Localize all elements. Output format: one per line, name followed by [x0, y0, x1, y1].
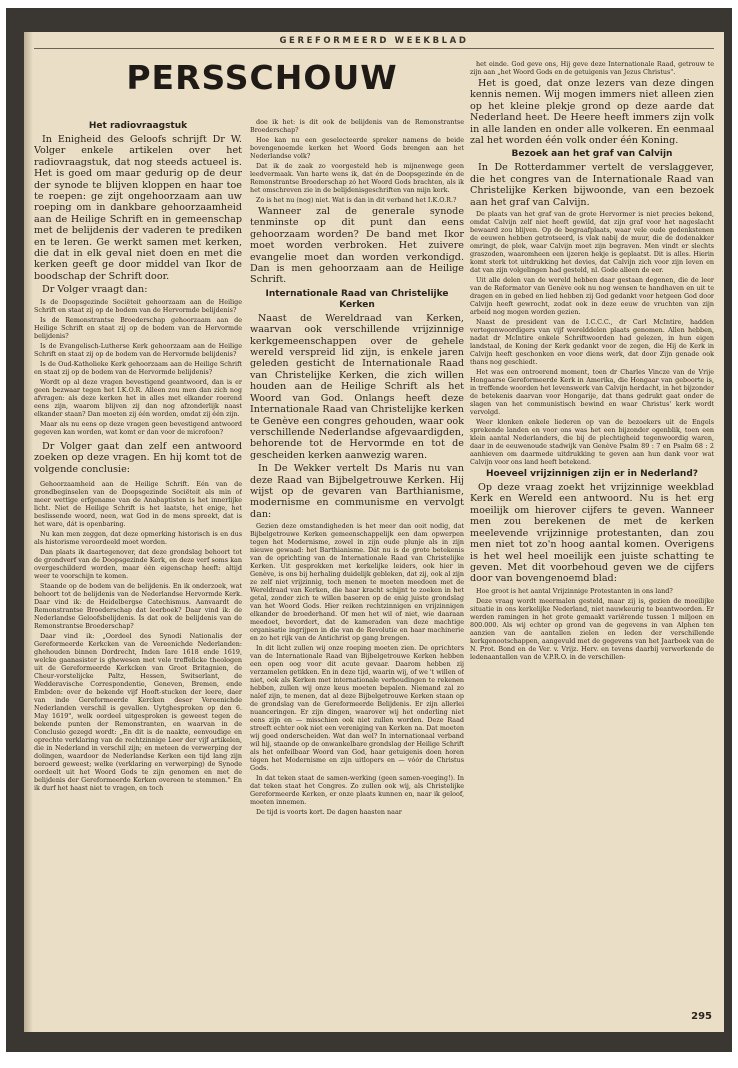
quote-paragraph: De tijd is voorts kort. De dagen haasten naar — [256, 808, 402, 817]
quote-paragraph: Hoe kan nu een geselecteerde spreker namens de beide bovengenoemde kerken het Woord Gods brengen aan het Nederlandse volk? — [250, 136, 464, 160]
quote-paragraph: Uit alle delen van de wereld hebben daar gestaan degenen, die de leer van de Reformator van Genève ook nu nog wensen te handhaven en uit te dragen en in gebed en lied hebben zij God gedankt voor hetgeen God door Calvijn heeft gewrocht, zodat ook in deze eeuw de vruchten van zijn arbeid nog mogen worden gezien. — [470, 276, 714, 317]
quote-paragraph: Dat ik de zaak zo voorgesteld heb is mijnenwege geen leedvermaak. Van harte wens ik, dat én de Doopsgezinde én de Remonstrantse Broederschap zó het Woord Gods brachten, als ik het omschreven zie in de belijdenisgeschriften van mijn kerk. — [250, 162, 464, 194]
quote-paragraph: Is de Evangelisch-Lutherse Kerk gehoorzaam aan de Heilige Schrift en staat zij op de bodem van de Hervormde belijdenis? — [34, 341, 242, 358]
quote-paragraph: In dit licht zullen wij onze roeping moeten zien. De oprichters van de Internationale Raad van Bijbelgetrouwe Kerken hebben een open oog voor dit acute gevaar. Daarom hebben zij verzamelen getikken. En in deze tijd, waarin wij, of we 't willen of niet, ook als Kerken met internationale verhoudingen te rekenen hebben, zullen wij onze keus moeten bepalen. Niemand zal zo naïef zijn, te menen, dat al deze Bijbelgetrouwe Kerken staan op de grondslag van de Gereformeerde Belijdenis. Er zijn allerlei nuanceringen. Er zijn dingen, waarover wij het onderling niet eens zijn en — misschien ook niet zullen worden. Deze Raad streeft echter ook niet een vereniging van Kerken na. Dat moeten wij goed onderscheiden. Wat dan wel? In internationaal verband wil hij, staande op de onwankelbare grondslag der Heilige Schrift als het onfeilbaar Woord van God, haar getuigenis doen horen tégen het Modernisme en zijn uitlopers en — vóór de Christus Gods. — [250, 644, 464, 773]
quote-paragraph: Dan plaats ik daartegenover, dat deze grondslag behoort tot de grondverf van de Doopsgezinde Kerk, en deze verf soms kan overgeschilderd worden, maar één eigenschap heeft: altijd weer te voorschijn te komen. — [34, 547, 242, 580]
quote-paragraph: Is de Remonstrantse Broederschap gehoorzaam aan de Heilige Schrift en staat zij op de bodem van de Hervormde belijdenis? — [34, 315, 242, 340]
quote-paragraph: Deze vraag wordt meermalen gesteld, maar zij is, gezien de moeilijke situatie in ons kerkelijke Nederland, niet nauwkeurig te beantwoorden. Er werden ramingen in het grote gemaakt variërende tussen 1 miljoen en 800.000. Als wij echter op grond van de gegevens in van Alphen ten aanzien van de aantallen zielen en leden der verschillende kerkgenootschappen, aangevuld met de gegevens van het Jaarboek van de N. Prot. Bond en de Ver. v. Vrijz. Herv. en tevens daarbij verwerkende de ledenaantallen van de V.P.R.O. in de verschillen- — [470, 596, 714, 661]
quote-paragraph: Gezien deze omstandigheden is het meer dan ooit nodig, dat Bijbelgetrouwe Kerken gemeenschappelijk een dam opwerpen tegen het Modernisme, zowel in zijn oude plunje als in zijn nieuwe gewaad: het Barthianisme. Dát nu is de grote betekenis van de oprichting van de Internationale Raad van Christelijke Kerken. Uit gesprekken met kerkelijke leiders, ook hier in Genève, is ons bij herhaling duidelijk gebleken, dat zij, ook al zijn ze zelf niet vrijzinnig, toch menen te moeten meedoen met de Wereldraad van Kerken, die haar kracht schijnt te zoeken in het getal, zonder zich te willen baseren op de enig juiste grondslag van het Woord Gods. Hier reiken rechtzinnigen en vrijzinnigen elkander de broederhand. Of men het wil of niet, wie daaraan meedoet, bevordert, dat de kameraden van deze machtige organisatie ingrijpen in die van de Revolutie en haar machinerie en zo het rijk van de Antichrist op gang brengen. — [250, 522, 464, 643]
quote-paragraph: het einde. God geve ons, Hij geve deze Internationale Raad, getrouw te zijn aan „het Woord Gods en de getuigenis van Jezus Christus". — [470, 60, 714, 76]
paragraph: Dr Volger vraagt dan: — [42, 284, 148, 296]
quote-paragraph: doe ik het: is dit ook de belijdenis van de Remonstrantse Broederschap? — [250, 118, 464, 134]
quote-paragraph: Maar als nu eens op deze vragen geen bevestigend antwoord gegeven kan worden, wat komt er dan voor de microfoon? — [34, 419, 242, 436]
quote-paragraph: In dat teken staat de samen-werking (geen samen-voeging!). In dat teken staat het Congres. Zo zullen ook wij, als Christelijke Gereformeerde Kerken, er onze plaats kunnen en, naar ik geloof, moeten innemen. — [250, 774, 464, 807]
paragraph: In De Rotterdammer vertelt de verslaggever, die het congres van de Internationale Raad van Christelijke Kerken bijwoonde, van een bezoek aan het graf van Calvijn. — [470, 162, 714, 208]
quote-paragraph: Het was een ontroerend moment, toen dr Charles Vincze van de Vrije Hongaarse Gereformeerde Kerk in Amerika, die Hongaar van geboorte is, in treffende woorden het levenswerk van Calvijn herdacht, in het bijzonder de betekenis daarvan voor Hongarije, dat thans gedrukt gaat onder de slagen van het communistisch bewind en waar Christus' kerk wordt vervolgd. — [470, 368, 714, 417]
quote-paragraph: Naast de president van de I.C.C.C., dr Carl McIntire, hadden vertegenwoordigers van vijf werelddelen plaats genomen. Allen hebben, nadat dr McIntire enkele Schriftwoorden had gelezen, in hun eigen landstaal, de Koning der Kerk gedankt voor de zegen, die Hij de Kerk in Calvijn heeft geschonken en voor diens werk, dat door Zijn genade ook thans nog geschiedt. — [470, 318, 714, 367]
quote-paragraph: Staande op de bodem van de belijdenis. En ik onderzoek, wat behoort tot de belijdenis van de Nederlandse Hervormde Kerk. Daar vind ik: de Heidelbergse Catechismus. Aanvaardt de Remonstrantse Broederschap dat leerboek? Daar vind ik: de Nederlandse Geloofsbelijdenis. Is dat ook de belijdenis van de Remonstrantse Broederschap? — [34, 581, 242, 630]
section-heading: Internationale Raad van Christelijke Kerken — [265, 288, 449, 310]
column-middle — [250, 118, 464, 1030]
paragraph: Op deze vraag zoekt het vrijzinnige weekblad Kerk en Wereld een antwoord. Nu is het erg moeilijk om hierover cijfers te geven. Wanneer men zou berekenen de met de kerken meelevende vrijzinnige protestanten, dan zou men niet tot zo'n hoog aantal komen. Overigens is het wel heel moeilijk een juiste schatting te geven. Met dit voorbehoud geven we de cijfers door van bovengenoemd blad: — [470, 482, 714, 585]
quote-paragraph: Weer klonken enkele liederen op van de bezoekers uit de Engels sprekende landen en voor ons was het een bijzonder ogenblik, toen een klein aantal Nederlanders, die bij de plechtigheid tegenwoordig waren, daar in de eeuwenoude stadwijk van Genève Psalm 89 : 7 en Psalm 68 : 2 aanhieven om daarmede uitdrukking te geven aan hun dank voor wat Calvijn voor ons land heeft betekend. — [470, 418, 714, 467]
quote-paragraph: Daar vind ik: „Oordeel des Synodi Nationalis der Gereformeerde Kerkcken van de Vereenichde Nederlanden: ghehouden binnen Dordrecht, Inden Iare 1618 ende 1619, welcke gaanasister is ghewesen met vele treffelicke theologen uit de Gereformeerde Kerkcken van Groot Britagnien, de Cheur-vorstelijcke Paltz, Hessen, Switserlant, de Wedderavische Correspondentie, Geneven, Bremen, ende Embden: over de bekende vijf Hooft-stucken der leere, daer van inde Gereformeerde Kercken deser Vereenichde Nederlanden verschil is gevallen. Uytghesproken op den 6. May 1619", welk oordeel uitgesproken is geweest tegen de bekende punten der Remonstranten, en waarvan in de Conclusio gezegd wordt: „En dit is de naakte, eenvoudige en oprechte verklaring van de rechtzinnige Leer der vijf artikelen, die in Nederland in verschil zijn; en meteen de verwerping der dolingen, waardoor de Nederlandse Kerken een tijd lang zijn beroerd geweest; welke (verklaring en verwerping) de Synode oordeelt uit het Woord Gods te zijn genomen en met de belijdenis der Gereformeerde Kerken overeen te stemmen." En ik durf het haast niet te vragen, en toch — [34, 631, 242, 792]
paragraph: In De Wekker vertelt Ds Maris nu van deze Raad van Bijbelgetrouwe Kerken. Hij wijst op de gevaren van Barthianisme, modernisme en communisme en vervolgt dan: — [250, 463, 464, 520]
header-rule — [34, 48, 714, 49]
page-title: PERSSCHOUW — [126, 58, 398, 97]
quote-paragraph: Zo is het nu (nog) niet. Wat is dan in dit verband het I.K.O.R.? — [256, 196, 457, 204]
section-heading: Het radiovraagstuk — [88, 121, 188, 131]
newspaper-page — [24, 32, 724, 1032]
paragraph: Wanneer zal de generale synode tenminste op dit punt dan eens gehoorzaam worden? De band met Ikor moet worden verbroken. Het zuivere evangelie moet dan worden verkondigd. Dan is men gehoorzaam aan de Heilige Schrift. — [250, 206, 464, 286]
paragraph: Naast de Wereldraad van Kerken, waarvan ook verschillende vrijzinnige kerkgemeenschappen over de gehele wereld verspreid lid zijn, is enkele jaren geleden gesticht de Internationale Raad van Christelijke Kerken, die zich willen houden aan de Heilige Schrift als het Woord van God. Onlangs heeft deze Internationale Raad van Christelijke kerken te Genève een congres gehouden, waar ook verschillende Nederlandse afgevaardigden, behorende tot de Hervormde en tot de gescheiden kerken aanwezig waren. — [250, 312, 464, 461]
binding-shadow — [24, 32, 33, 1032]
quote-paragraph: Is de Oud-Katholieke Kerk gehoorzaam aan de Heilige Schrift en staat zij op de bodem van de Hervormde belijdenis? — [34, 359, 242, 376]
quote-paragraph: Is de Doopsgezinde Sociëteit gehoorzaam aan de Heilige Schrift en staat zij op de bodem van de Hervormde belijdenis? — [34, 297, 242, 314]
section-heading: Hoeveel vrijzinnigen zijn er in Nederland? — [486, 469, 698, 480]
quote-paragraph: Gehoorzaamheid aan de Heilige Schrift. Eén van de grondbeginselen van de Doopsgezinde Sociëteit als min of meer wettige erfgename van de Anabaptisten is het innerlijke licht. Niet de Heilige Schrift is het laatste, het enige, het beslissende woord, neen, wat God in de mens spreekt, dat is het ware, dát is openbaring. — [34, 479, 242, 528]
quote-paragraph: De plaats van het graf van de grote Hervormer is niet precies bekend, omdat Calvijn zelf niet heeft gewild, dat zijn graf voor het nageslacht bewaard zou blijven. Op de begraafplaats, waar vele oude gedenkstenen de eeuwen hebben getrotseerd, is vlak nabij de muur, die de dodenakker omringt, de plek, waar Calvijn moet zijn begraven. Men vindt er slechts graszoden, waaromheen een ijzeren hekje is geplaatst. Dit is alles. Hierin komt sterk tot uitdrukking het devies, dat Calvijn zich voor zijn leven en dat van zijn volgelingen had gesteld, nl. Gode alleen de eer. — [470, 210, 714, 275]
quote-paragraph: Wordt op al deze vragen bevestigend geantwoord, dan is er geen bezwaar tegen het I.K.O.R. Alleen zou men dan zich nog afvragen: als deze kerken het in alles met elkander roerend eens zijn, waarom blijven zij dan nog afzonderlijk naast elkander staan? Dan moeten zij één worden, omdat zij één zijn. — [34, 377, 242, 418]
paragraph: Het is goed, dat onze lezers van deze dingen kennis nemen. Wij mogen immers niet alleen zien op het kleine plekje grond op deze aarde dat Nederland heet. De Heere heeft immers zijn volk in alle landen en onder alle volkeren. En eenmaal zal het worden één volk onder één Koning. — [470, 78, 714, 147]
quote-paragraph: Hoe groot is het aantal Vrijzinnige Protestanten in ons land? — [476, 586, 673, 595]
column-right — [470, 60, 714, 1032]
page-number: 295 — [691, 1011, 712, 1022]
section-heading: Bezoek aan het graf van Calvijn — [511, 149, 673, 160]
column-left — [34, 118, 242, 1030]
running-header: GEREFORMEERD WEEKBLAD — [279, 36, 469, 46]
scan-frame — [6, 8, 732, 1052]
paragraph: Dr Volger gaat dan zelf een antwoord zoeken op deze vragen. En hij komt tot de volgende conclusie: — [34, 440, 242, 475]
paragraph: In Enigheid des Geloofs schrijft Dr W. Volger enkele artikelen over het radiovraagstuk, dat nog steeds actueel is. Het is goed om maar gedurig op de deur der synode te blijven kloppen en haar toe te roepen: ge zijt ongehoorzaam aan uw roeping om in dankbare gehoorzaamheid aan de Heilige Schrift en in gemeenschap met de belijdenis der vaderen te prediken en te leren. Ge werkt samen met kerken, die dat in elk geval niet doen en met die kerken geeft ge door middel van Ikor de boodschap der Schrift door. — [34, 134, 242, 282]
quote-paragraph: Nu kan men zeggen, dat deze opmerking historisch is en dus als historisme veroordeeld moet worden. — [34, 529, 242, 546]
